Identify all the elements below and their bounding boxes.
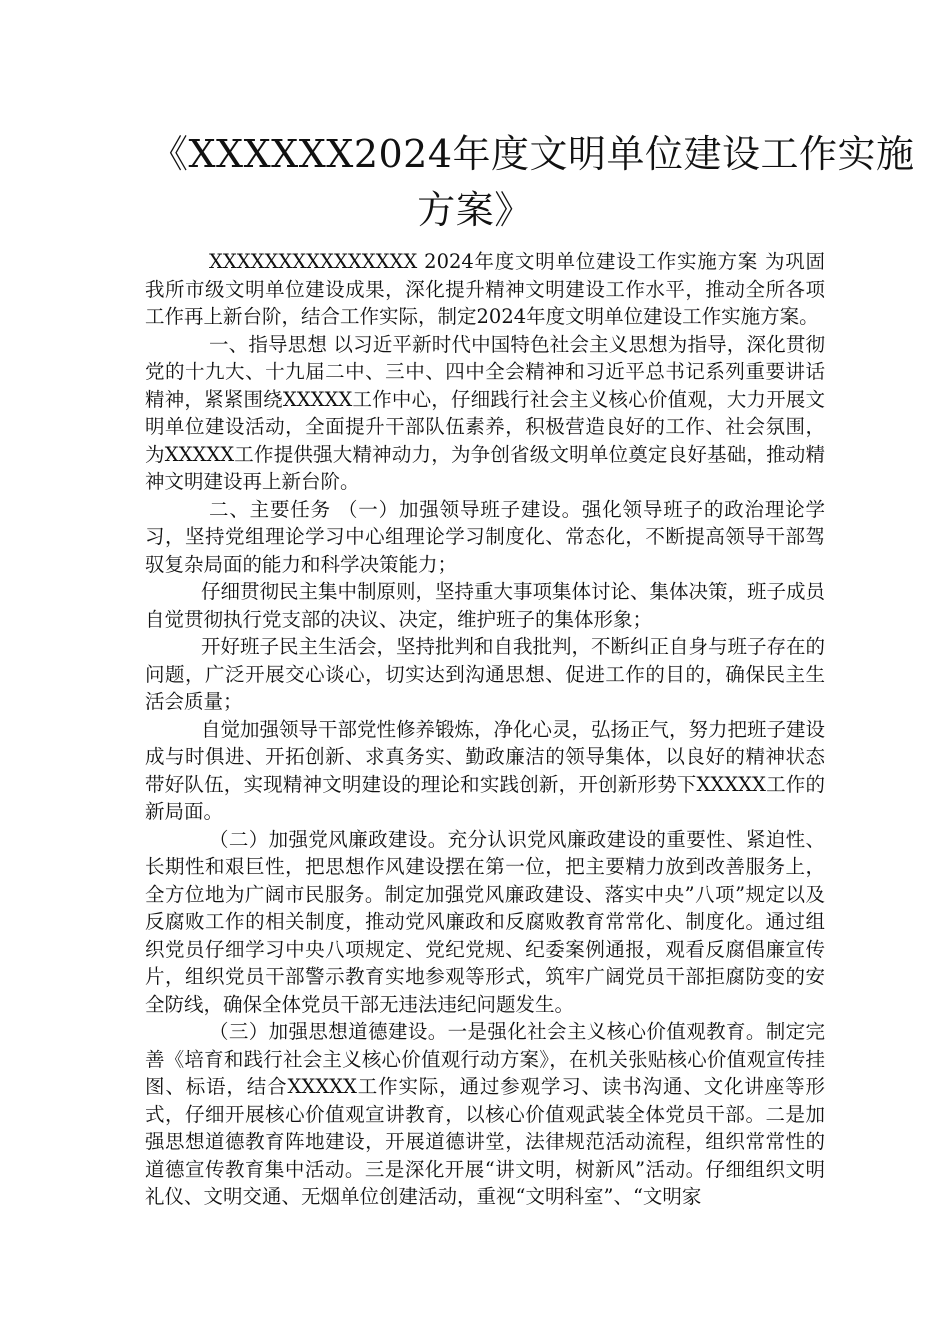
intro-paragraph: XXXXXXXXXXXXXXX 2024年度文明单位建设工作实施方案 为巩固我所市级文明单位建设成果，深化提升精神文明建设工作水平，推动全所各项工作再上新台阶，结合工作实际，制定2024年度文明单位建设工作实施方案。 [145,250,825,328]
title-line-1: 《XXXXXX2024年度文明单位建设工作实施 [150,132,915,176]
ideology-morality-paragraph: （三）加强思想道德建设。一是强化社会主义核心价值观教育。制定完善《培育和践行社会主义核心价值观行动方案》，在机关张贴核心价值观宣传挂图、标语，结合XXXXX工作实际，通过参观学习、读书沟通、文化讲座等形式，仔细开展核心价值观宣讲教育，以核心价值观武装全体党员干部。二是加强思想道德教育阵地建设，开展道德讲堂，法律规范活动流程，组织常常性的道德宣传教育集中活动。三是深化开展“讲文明，树新风”活动。仔细组织文明礼仪、文明交通、无烟单位创建活动，重视“文明科室”、“文明家 [145,1020,825,1208]
democratic-life-meeting-paragraph: 开好班子民主生活会，坚持批判和自我批判，不断纠正自身与班子存在的问题，广泛开展交心谈心，切实达到沟通思想、促进工作的目的，确保民主生活会质量； [145,635,826,713]
document-body [145,248,825,1211]
main-tasks-paragraph: 二、主要任务 （一）加强领导班子建设。强化领导班子的政治理论学习，坚持党组理论学习中心组理论学习制度化、常态化，不断提高领导干部驾驭复杂局面的能力和科学决策能力； [145,497,825,576]
title-line-2: 方案》 [417,188,533,232]
document-title [150,126,915,238]
guiding-thought-paragraph: 一、指导思想 以习近平新时代中国特色社会主义思想为指导，深化贯彻党的十九大、十九届二中、三中、四中全会精神和习近平总书记系列重要讲话精神，紧紧围绕XXXXX工作中心，仔细践行社会主义核心价值观，大力开展文明单位建设活动，全面提升干部队伍素养，积极营造良好的工作、社会氛围，为XXXXX工作提供强大精神动力，为争创省级文明单位奠定良好基础，推动精神文明建设再上新台阶。 [145,332,825,493]
party-spirit-paragraph: 自觉加强领导干部党性修养锻炼，净化心灵，弘扬正气，努力把班子建设成与时俱进、开拓创新、求真务实、勤政廉洁的领导集体，以良好的精神状态带好队伍，实现精神文明建设的理论和实践创新，开创新形势下XXXXX工作的新局面。 [145,717,826,823]
democratic-centralism-paragraph: 仔细贯彻民主集中制原则，坚持重大事项集体讨论、集体决策，班子成员自觉贯彻执行党支部的决议、决定，维护班子的集体形象； [145,580,826,631]
clean-governance-paragraph: （二）加强党风廉政建设。充分认识党风廉政建设的重要性、紧迫性、长期性和艰巨性，把思想作风建设摆在第一位，把主要精力放到改善服务上，全方位地为广阔市民服务。制定加强党风廉政建设、落实中央”八项”规定以及反腐败工作的相关制度，推动党风廉政和反腐败教育常常化、制度化。通过组织党员仔细学习中央八项规定、党纪党规、纪委案例通报，观看反腐倡廉宣传片，组织党员干部警示教育实地参观等形式，筑牢广阔党员干部拒腐防变的安全防线，确保全体党员干部无违法违纪问题发生。 [145,827,825,1016]
